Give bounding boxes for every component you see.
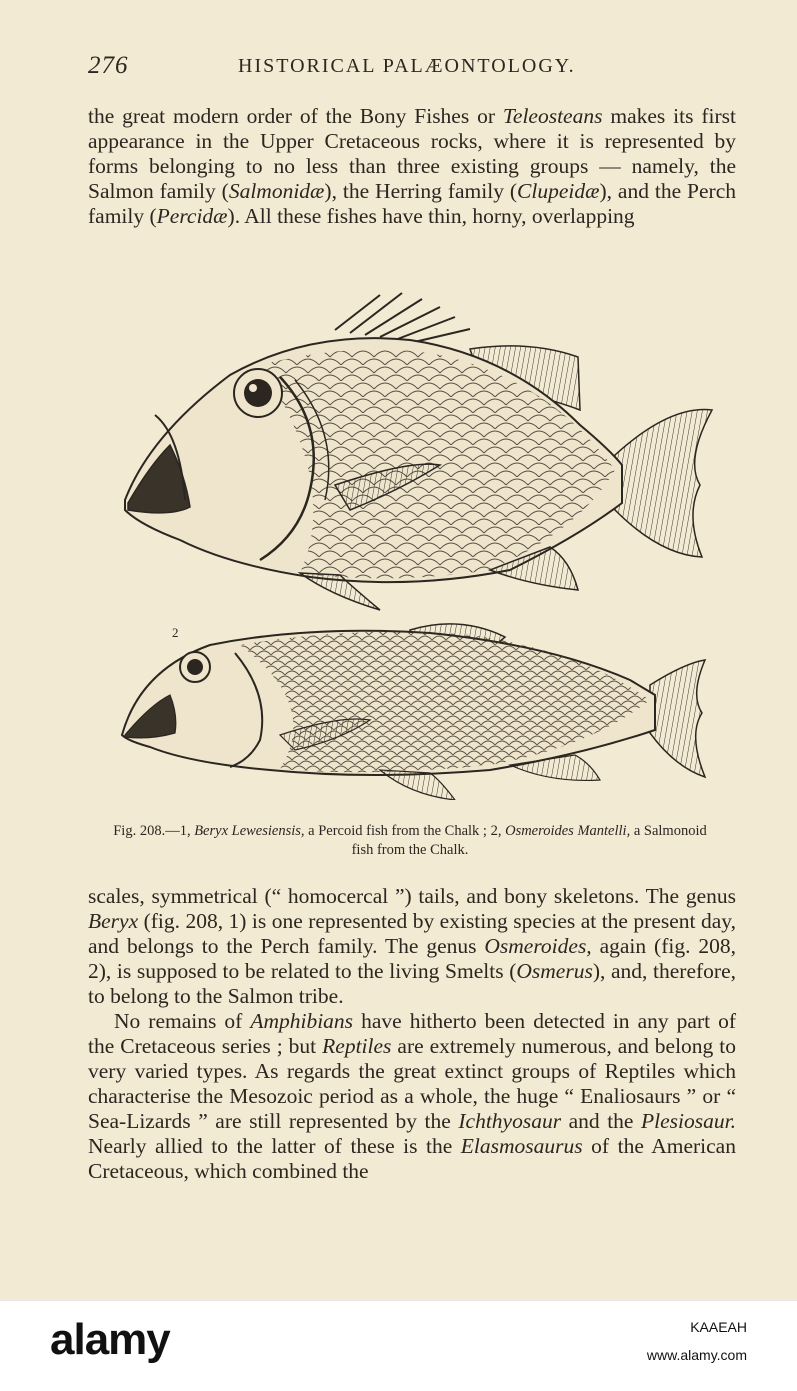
watermark-logo: alamy — [50, 1315, 170, 1364]
paragraph-scales: scales, symmetrical (“ homocercal ”) tails, and bony skeletons. The genus Beryx (fig. 208, 1) is one represented by existing species at the present day, and belongs to the Perch family. The genus Osmeroides, again (fig. 208, 2), is supposed to be related to the living Smelts (Osmerus), and, therefore, to belong to the Salmon tribe. — [88, 884, 736, 1008]
figure-label-2: 2 — [172, 625, 179, 640]
fish-figure — [110, 285, 720, 800]
paragraph-reptiles: No remains of Amphibians have hitherto been detected in any part of the Cretaceous series ; but Reptiles are extremely numerous, and belong to very varied types. As regards the great extinct groups of Reptiles which characterise the Mesozoic period as a whole, the huge “ Enaliosaurs ” or “ Sea-Lizards ” are still represented by the Ichthyosaur and the Plesiosaur. Nearly allied to the latter of these is the Elasmosaurus of the American Cretaceous, which combined the — [88, 1009, 737, 1183]
beryx-fish-illustration — [125, 293, 712, 610]
paragraph-bottom — [88, 884, 736, 1184]
running-title: HISTORICAL PALÆONTOLOGY. — [238, 55, 576, 77]
watermark-image-id: KAAEAH — [690, 1319, 747, 1335]
osmeroides-fish-illustration — [122, 624, 705, 800]
page-number: 276 — [88, 52, 129, 79]
watermark-url: www.alamy.com — [646, 1347, 747, 1363]
figure-caption: Fig. 208.—1, Beryx Lewesiensis, a Percoid fish from the Chalk ; 2, Osmeroides Mantelli, a Salmonoid fish from the Chalk. — [113, 823, 707, 858]
watermark-footer — [0, 1300, 797, 1391]
paragraph-top: the great modern order of the Bony Fishes or Teleosteans makes its first appearance in the Upper Cretaceous rocks, where it is represented by forms belonging to no less than three existing groups — namely, the Salmon family (Salmonidæ), the Herring family (Clupeidæ), and the Perch family (Percidæ). All these fishes have thin, horny, overlapping — [88, 104, 737, 228]
page-header — [88, 52, 738, 84]
